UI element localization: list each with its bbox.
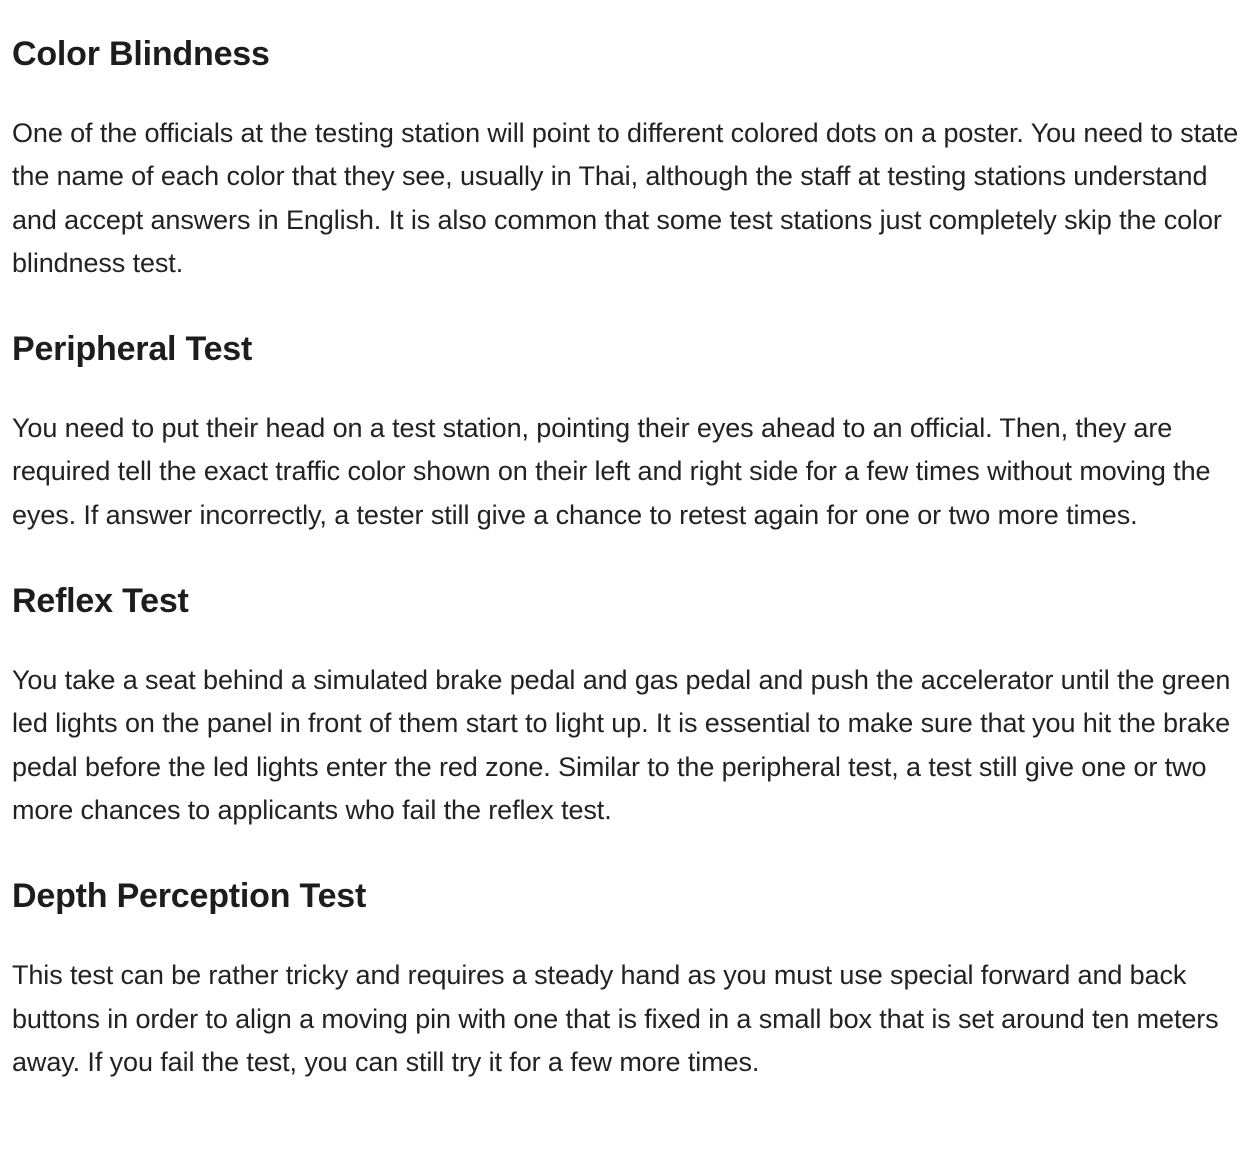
section-peripheral-test [12, 285, 1241, 537]
section-body: You take a seat behind a simulated brake pedal and gas pedal and push the accelerator until the green led lights on the panel in front of them start to light up. It is essential to make sure that you hit the brake pedal before the led lights enter the red zone. Similar to the peripheral test, a test still give one or two more chances to applicants who fail the reflex test. [12, 665, 1231, 825]
section-depth-perception-test [12, 832, 1241, 1084]
section-body: One of the officials at the testing station will point to different colored dots on a poster. You need to state the name of each color that they see, usually in Thai, although the staff at testing stations understand and accept answers in English. It is also common that some test stations just completely skip the color blindness test. [12, 118, 1239, 278]
section-title: Peripheral Test [12, 330, 253, 369]
section-body: You need to put their head on a test station, pointing their eyes ahead to an official. Then, they are required tell the exact traffic color shown on their left and right side for a few times without moving the eyes. If answer incorrectly, a tester still give a chance to retest again for one or two more times. [12, 413, 1211, 530]
section-title: Reflex Test [12, 582, 189, 621]
section-title: Color Blindness [12, 35, 270, 73]
section-color-blindness [12, 0, 1241, 285]
section-body: This test can be rather tricky and requires a steady hand as you must use special forward and back buttons in order to align a moving pin with one that is fixed in a small box that is set around ten meters away. If you fail the test, you can still try it for a few more times. [12, 960, 1219, 1077]
section-reflex-test [12, 537, 1241, 832]
section-title: Depth Perception Test [12, 877, 367, 916]
